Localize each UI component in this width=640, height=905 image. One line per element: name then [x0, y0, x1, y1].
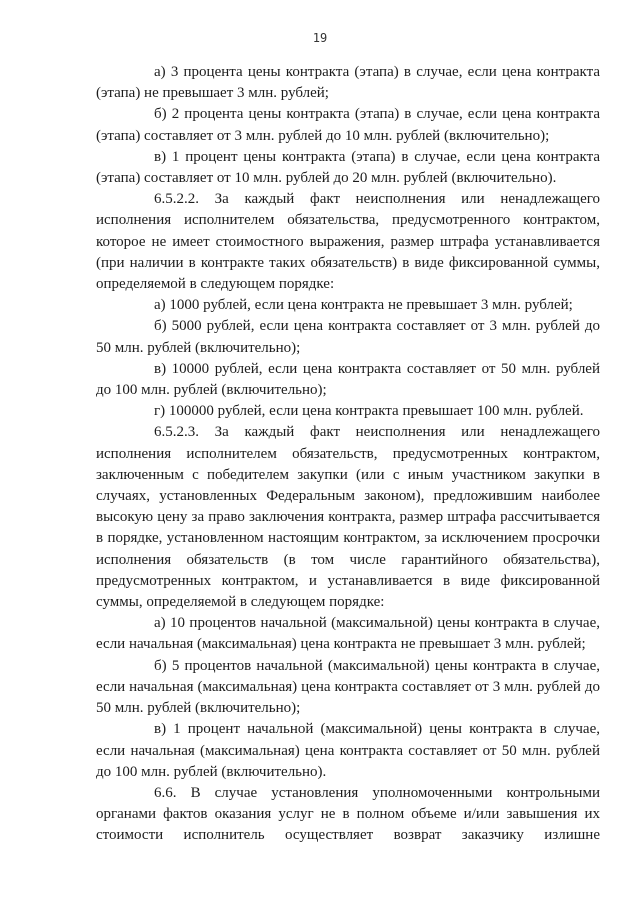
paragraph-6-5-2-3-v: в) 1 процент начальной (максимальной) цены контракта в случае, если начальная (максимальная) цена контракта составляет от 50 млн. рублей до 100 млн. рублей (включительно).: [96, 721, 600, 780]
paragraph-6-6: 6.6. В случае установления уполномоченными контрольными органами фактов оказания услуг не в полном объеме и/или завышения их стоимости исполнитель осуществляет возврат заказчику излишне: [96, 784, 600, 844]
paragraph-6-5-2-3-b: б) 5 процентов начальной (максимальной) цены контракта в случае, если начальная (максимальная) цена контракта составляет от 3 млн. рублей до 50 млн. рублей (включительно);: [96, 657, 600, 717]
paragraph-6-5-2-2-v: в) 10000 рублей, если цена контракта составляет от 50 млн. рублей до 100 млн. рублей (включительно);: [96, 360, 600, 399]
paragraph-6-5-2-3: 6.5.2.3. За каждый факт неисполнения или ненадлежащего исполнения исполнителем обязательств, предусмотренных контрактом, заключенным с победителем закупки (или с иным участником закупки в случаях, установленных Федеральным законом), предложившим наиболее высокую цену за право заключения контракта, размер штрафа рассчитывается в порядке, установленном настоящим контрактом, за исключением просрочки исполнения обязательств (в том числе гарантийного обязательства), предусмотренных контрактом, и устанавливается в виде фиксированной суммы, определяемой в следующем порядке:: [96, 424, 600, 611]
document-body: [96, 62, 600, 847]
paragraph-6-5-2-2: 6.5.2.2. За каждый факт неисполнения или ненадлежащего исполнения исполнителем обязательства, предусмотренного контрактом, которое не имеет стоимостного выражения, размер штрафа устанавливается (при наличии в контракте таких обязательств) в виде фиксированной суммы, определяемой в следующем порядке:: [96, 191, 600, 293]
paragraph-6-5-2-1-b: б) 2 процента цены контракта (этапа) в случае, если цена контракта (этапа) составляет от 3 млн. рублей до 10 млн. рублей (включительно);: [96, 106, 600, 144]
page-number: 19: [312, 31, 328, 45]
paragraph-6-5-2-1-v: в) 1 процент цены контракта (этапа) в случае, если цена контракта (этапа) составляет от 10 млн. рублей до 20 млн. рублей (включительно).: [96, 148, 600, 187]
paragraph-6-5-2-3-a: а) 10 процентов начальной (максимальной) цены контракта в случае, если начальная (максимальная) цена контракта не превышает 3 млн. рублей;: [96, 615, 600, 653]
paragraph-6-5-2-2-a: а) 1000 рублей, если цена контракта не превышает 3 млн. рублей;: [154, 297, 573, 314]
paragraph-6-5-2-2-g: г) 100000 рублей, если цена контракта превышает 100 млн. рублей.: [154, 403, 584, 420]
paragraph-6-5-2-1-a: а) 3 процента цены контракта (этапа) в случае, если цена контракта (этапа) не превышает 3 млн. рублей;: [96, 64, 600, 102]
paragraph-6-5-2-2-b: б) 5000 рублей, если цена контракта составляет от 3 млн. рублей до 50 млн. рублей (включительно);: [96, 318, 600, 356]
